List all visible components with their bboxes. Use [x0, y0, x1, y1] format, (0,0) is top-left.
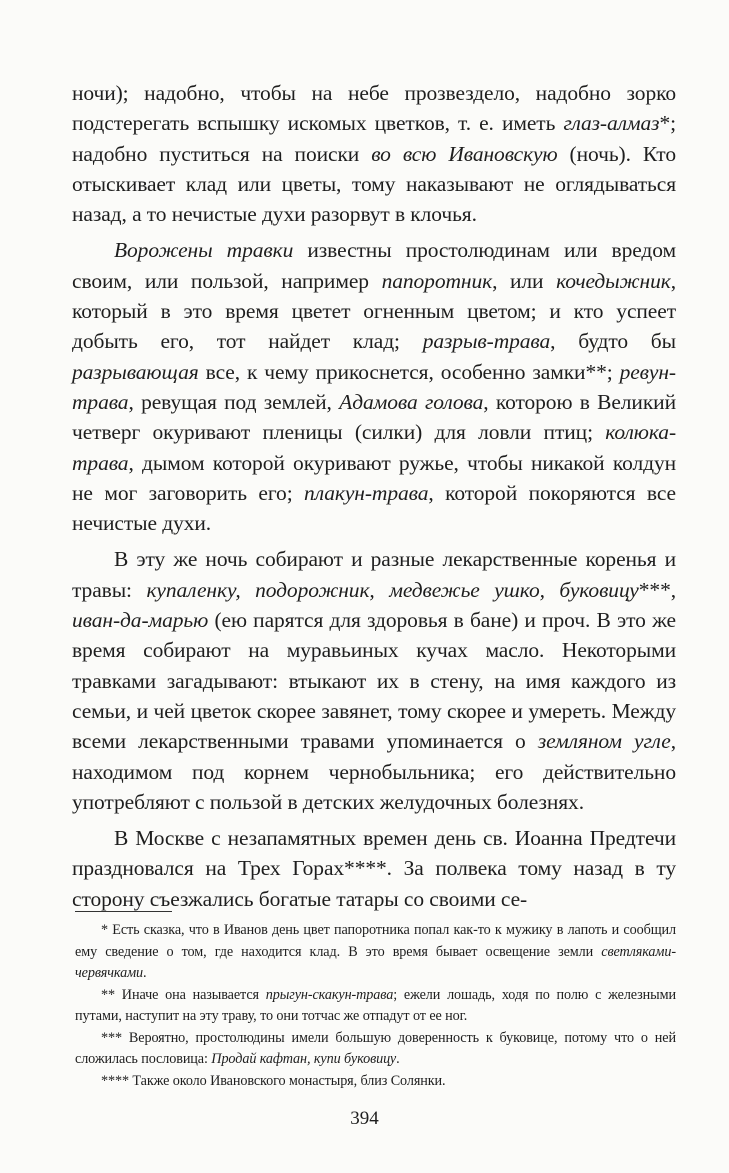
italic-run: колюка-трава	[72, 420, 676, 475]
italic-run: купаленку, подорожник, медвежье ушко, буковицу	[146, 577, 639, 602]
text-run: (ею парятся для здоровья в бане) и проч. В это же время собирают на муравьиных кучах масло. Некоторыми травками загадывают: втыкают их в стену, на имя каждого из семьи, и чей цветок скорее завянет, тому скорее и умереть. Между всеми лекарственными травами упоминается о	[72, 608, 676, 754]
text-run: , дымом которой окуривают ружье, чтобы никакой колдун не мог заговорить его;	[72, 450, 676, 505]
text-run: , которой покоряются все нечистые духи.	[72, 480, 676, 536]
text-run: В Москве с незапамятных времен день св. Иоанна Предтечи праздновался на Трех Горах****. За полвека тому назад в ту сторону съезжались богатые татары со своими се-	[72, 826, 676, 911]
italic-run: плакун-трава	[304, 480, 429, 505]
italic-run: кочедыжник	[556, 268, 671, 293]
text-run: известны простолюдинам или вредом своим, или пользой, например	[72, 238, 676, 293]
text-run: ночи); надобно, чтобы на небе прозвездело, надобно зорко подстерегать вспышку искомых цветков, т. е. иметь	[72, 81, 676, 136]
text-run: ** Иначе она называется	[101, 986, 266, 1003]
footnote-2	[75, 985, 676, 1028]
italic-run: светляками-червячками	[75, 943, 676, 981]
main-text	[72, 78, 676, 914]
italic-run: Продай кафтан, купи буковицу	[211, 1051, 397, 1067]
text-run: ; ежели лошадь, ходя по полю с железными путами, наступит на эту траву, то они тотчас же отпадут от ее ног.	[75, 986, 676, 1024]
italic-run: Адамова голова	[339, 389, 484, 414]
text-run: , находимом под корнем чернобыльника; его действительно употребляют с пользой в детских желудочных болезнях.	[72, 729, 677, 814]
italic-run: иван-да-марью	[72, 608, 209, 633]
footnote-4	[75, 1071, 676, 1093]
text-run: (ночь). Кто отыскивает клад или цветы, тому наказывают не оглядываться назад, а то нечистые духи разорвут в клочья.	[72, 141, 676, 227]
italic-run: разрыв-трава	[422, 329, 551, 354]
text-run: все, к чему прикоснется, особенно замки**;	[198, 359, 620, 384]
page-number: 394	[350, 1108, 379, 1129]
paragraph-4	[72, 823, 676, 914]
italic-run: разрывающая	[72, 359, 199, 384]
italic-run: во всю Ивановскую	[371, 141, 558, 166]
text-run: В эту же ночь собирают и разные лекарственные коренья и травы:	[72, 547, 676, 602]
footnotes	[75, 920, 676, 1092]
italic-run: Ворожены травки	[114, 238, 294, 263]
footnote-divider	[75, 911, 172, 912]
text-run: *; надобно пуститься на поиски	[72, 111, 676, 166]
paragraph-1	[72, 78, 676, 229]
text-run: , который в это время цветет огненным цветом; и кто успеет добыть его, тот найдет клад;	[72, 268, 676, 354]
footnote-3	[75, 1028, 676, 1071]
text-run: .	[143, 965, 147, 981]
text-run: , которою в Великий четверг окуривают пленицы (силки) для ловли птиц;	[72, 389, 676, 445]
paragraph-2	[72, 235, 676, 538]
text-run: * Есть сказка, что в Иванов день цвет папоротника попал как-то к мужику в лапоть и сообщил ему сведение о том, где находится клад. В это время бывает освещение земли	[75, 922, 676, 960]
text-run: , ревущая под землей,	[128, 389, 340, 414]
text-run: **** Также около Ивановского монастыря, близ Солянки.	[101, 1072, 446, 1089]
footnote-1	[75, 920, 676, 985]
text-run: .	[396, 1051, 400, 1067]
italic-run: ревун-трава	[72, 359, 676, 414]
text-run: , или	[492, 268, 557, 293]
text-run: ***,	[638, 577, 676, 602]
italic-run: глаз-алмаз	[563, 111, 660, 136]
italic-run: прыгун-скакун-трава	[265, 986, 394, 1003]
text-run: , будто бы	[550, 329, 676, 354]
italic-run: папоротник	[381, 268, 493, 293]
italic-run: земляном угле	[537, 729, 671, 754]
text-run: *** Вероятно, простолюдины имели большую доверенность к буковице, потому что о ней сложилась пословица:	[75, 1029, 676, 1067]
paragraph-3	[72, 544, 676, 817]
